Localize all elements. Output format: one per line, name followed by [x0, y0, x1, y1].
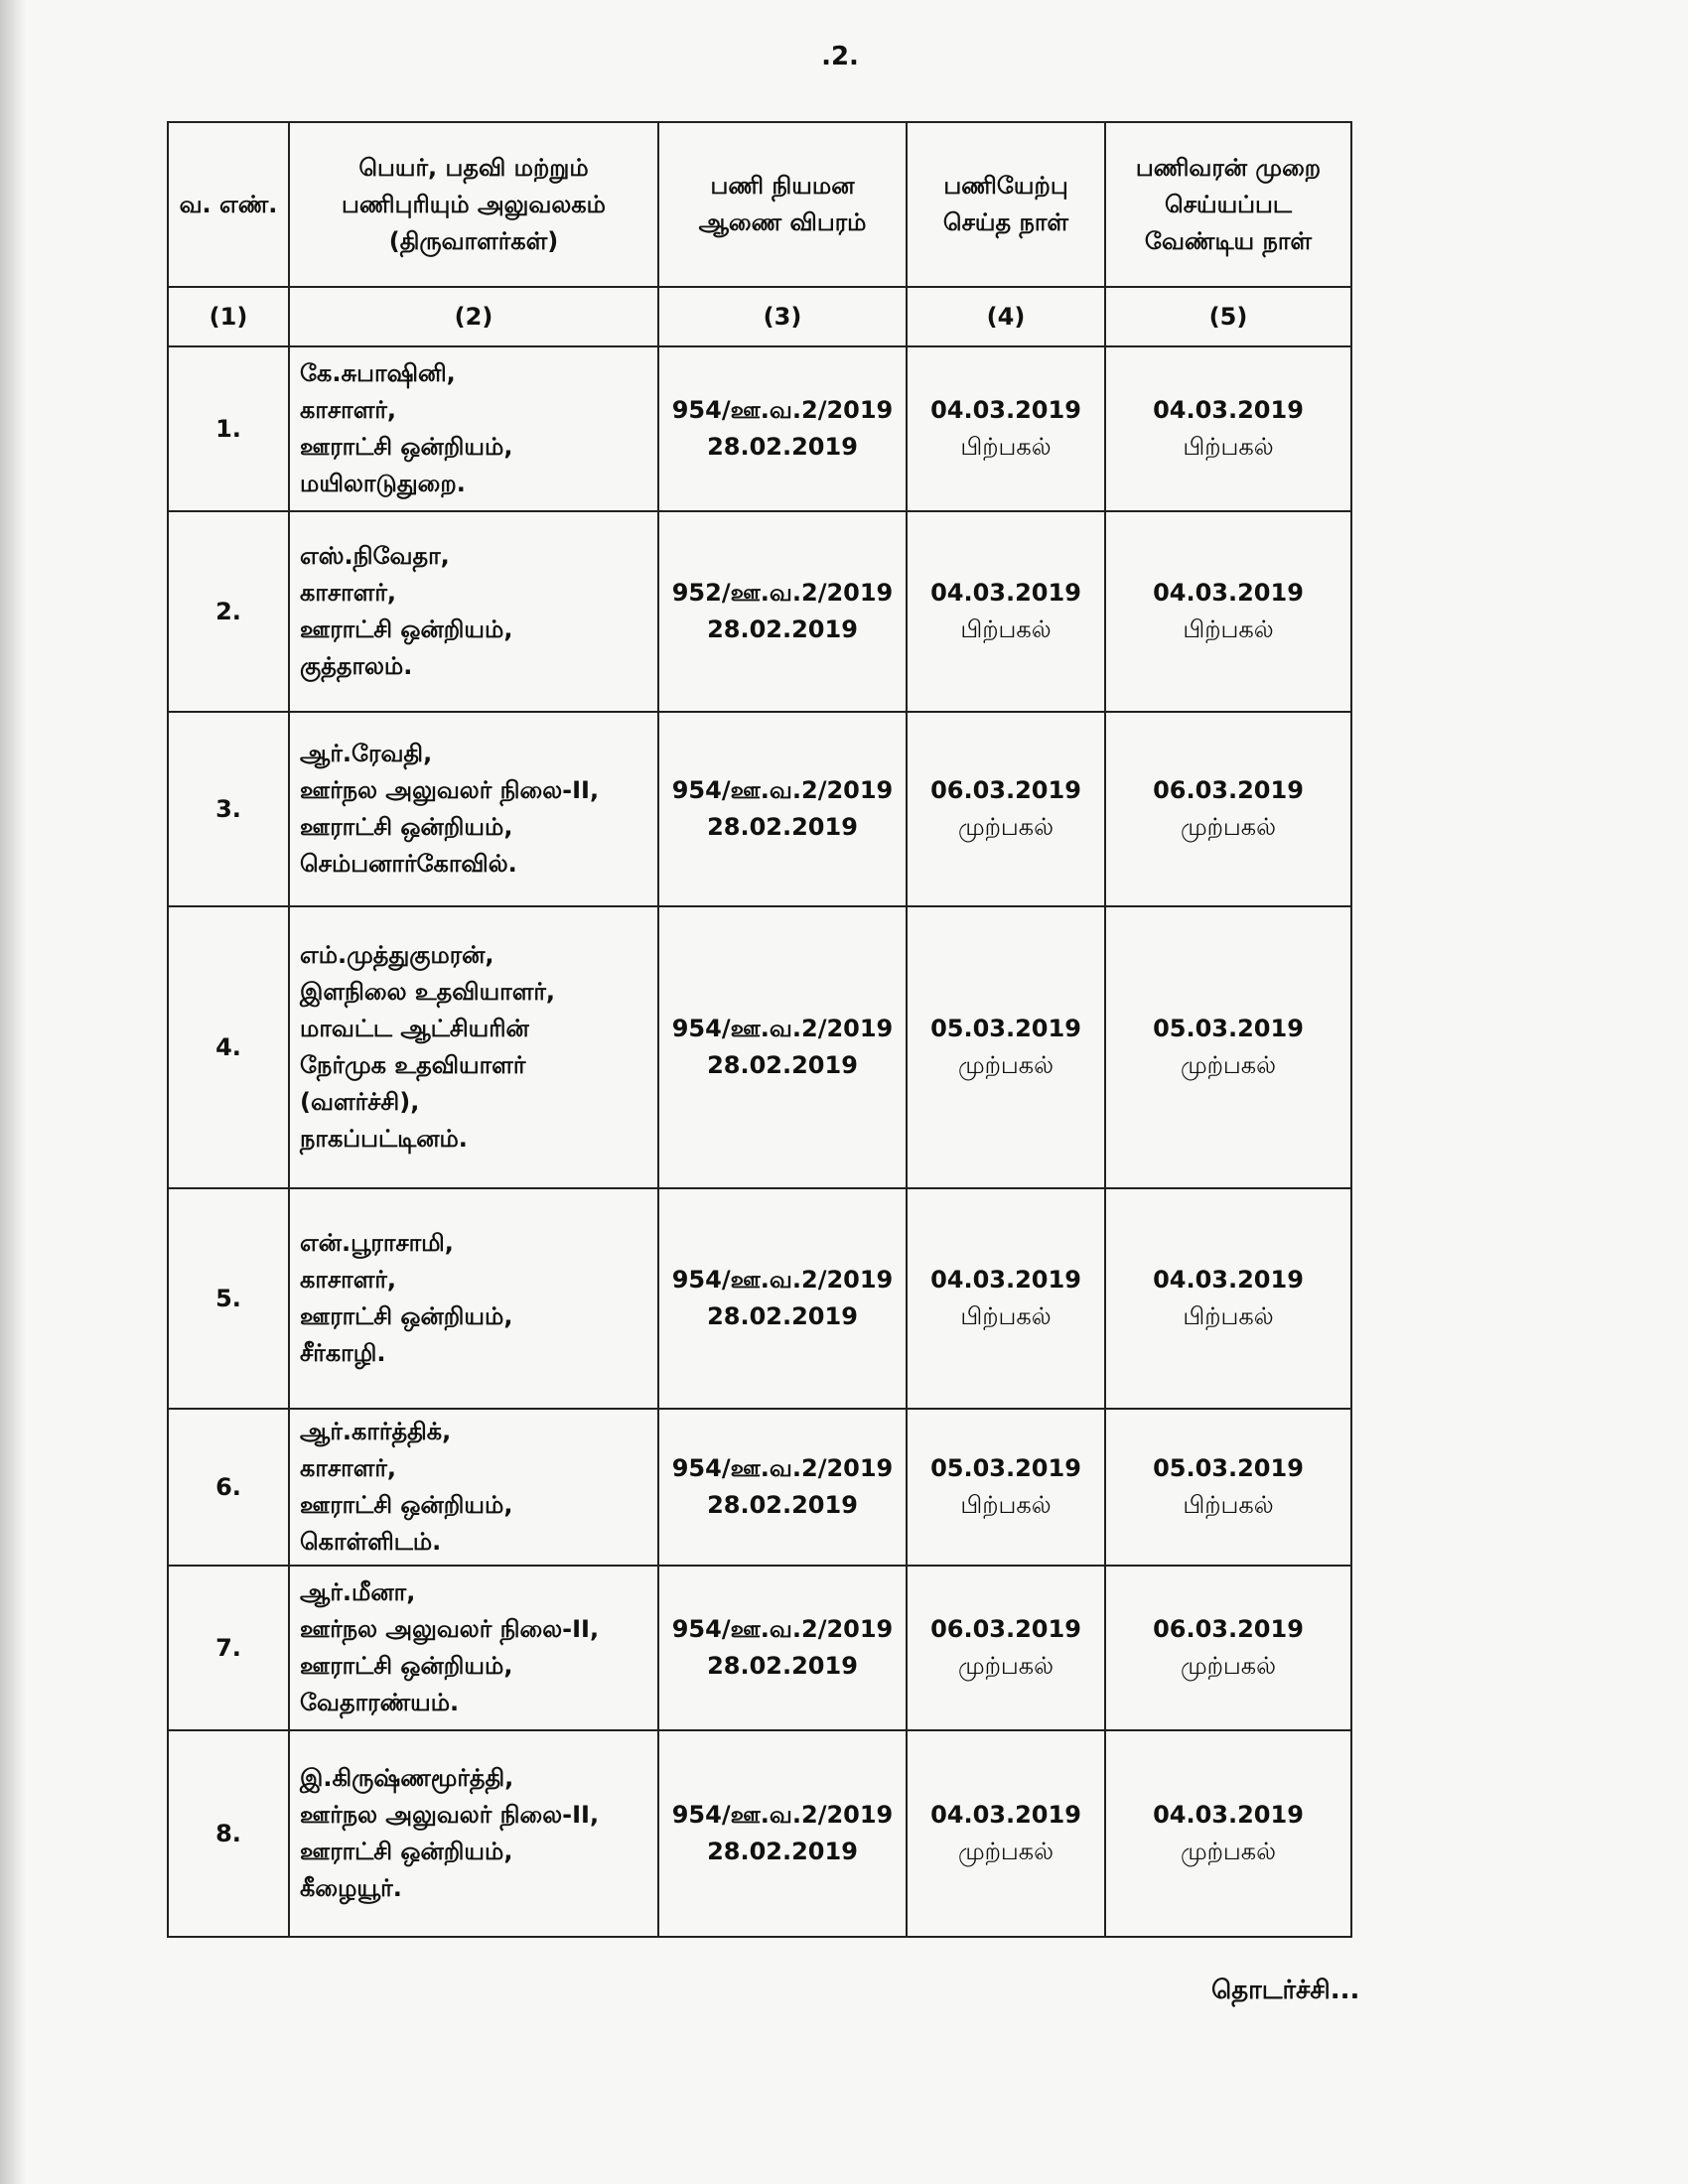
column-number: (3) — [658, 287, 907, 346]
appointment-order — [658, 712, 907, 906]
employee-detail-line: ஆர்.கார்த்திக், — [300, 1418, 452, 1445]
regularize-session: பிற்பகல் — [1183, 433, 1274, 461]
employee-detail-line: காசாளர், — [300, 579, 397, 607]
order-date: 28.02.2019 — [707, 1838, 858, 1865]
order-date: 28.02.2019 — [707, 1652, 858, 1680]
employee-detail-line: நேர்முக உதவியாளர் — [300, 1051, 526, 1079]
employee-detail-line: ஊர்நல அலுவலர் நிலை-II, — [300, 1615, 600, 1643]
regularize-session: பிற்பகல் — [1183, 1302, 1274, 1330]
employee-detail-line: ஆர்.மீனா, — [300, 1578, 416, 1606]
employee-detail-line: எஸ்.நிவேதா, — [300, 542, 450, 570]
regularize-date: 06.03.2019 — [1153, 776, 1304, 804]
employee-detail-line: நாகப்பட்டினம். — [300, 1125, 468, 1153]
joining-date — [907, 1188, 1105, 1409]
regularize-date: 04.03.2019 — [1153, 579, 1304, 607]
employee-detail-line: காசாளர், — [300, 396, 397, 424]
table-row — [168, 1188, 1351, 1409]
continued-label: தொடர்ச்சி... — [1211, 1976, 1360, 2005]
joined-session: பிற்பகல் — [960, 433, 1052, 461]
joined-date: 05.03.2019 — [930, 1454, 1081, 1482]
page-number: .2. — [821, 42, 859, 71]
joined-date: 06.03.2019 — [930, 776, 1081, 804]
appointment-order — [658, 1730, 907, 1937]
joined-session: பிற்பகல் — [960, 1302, 1052, 1330]
joining-date — [907, 1566, 1105, 1730]
order-date: 28.02.2019 — [707, 1491, 858, 1519]
regularization-date — [1105, 712, 1351, 906]
table-row — [168, 346, 1351, 511]
regularize-session: முற்பகல் — [1180, 1652, 1277, 1680]
order-date: 28.02.2019 — [707, 615, 858, 643]
employee-detail-line: மயிலாடுதுறை. — [300, 470, 466, 497]
column-number-row — [168, 287, 1351, 346]
employee-detail-line: காசாளர், — [300, 1266, 397, 1294]
serial-number: 8. — [168, 1730, 289, 1937]
regularize-session: பிற்பகல் — [1183, 1491, 1274, 1519]
employee-detail-line: செம்பனார்கோவில். — [300, 850, 517, 878]
employee-detail-line: ஊராட்சி ஒன்றியம், — [300, 1838, 513, 1865]
appointment-order — [658, 906, 907, 1188]
serial-number: 6. — [168, 1409, 289, 1566]
column-number: (4) — [907, 287, 1105, 346]
order-number: 954/ஊ.வ.2/2019 — [671, 1454, 894, 1482]
employee-detail-line: வேதாரண்யம். — [300, 1689, 460, 1716]
regularize-date: 04.03.2019 — [1153, 1801, 1304, 1829]
appointment-order — [658, 1566, 907, 1730]
employee-details — [289, 1730, 658, 1937]
employee-detail-line: ஊர்நல அலுவலர் நிலை-II, — [300, 1801, 600, 1829]
scanned-page-edge — [0, 0, 26, 2184]
employee-details — [289, 1409, 658, 1566]
employee-detail-line: எம்.முத்துகுமரன், — [300, 941, 494, 969]
joining-date — [907, 511, 1105, 712]
joined-session: பிற்பகல் — [960, 1491, 1052, 1519]
table-header-row — [168, 122, 1351, 287]
table-row — [168, 511, 1351, 712]
serial-number: 2. — [168, 511, 289, 712]
regularization-date — [1105, 511, 1351, 712]
order-date: 28.02.2019 — [707, 1051, 858, 1079]
employee-detail-line: என்.பூராசாமி, — [300, 1229, 454, 1257]
table-row — [168, 1409, 1351, 1566]
employee-detail-line: காசாளர், — [300, 1454, 397, 1482]
employee-details — [289, 1188, 658, 1409]
employee-detail-line: ஊர்நல அலுவலர் நிலை-II, — [300, 776, 600, 804]
employee-detail-line: ஊராட்சி ஒன்றியம், — [300, 813, 513, 841]
header-appointment-order: பணி நியமன ஆணை விபரம் — [658, 122, 907, 287]
joined-session: முற்பகல் — [957, 813, 1055, 841]
employee-details — [289, 346, 658, 511]
serial-number: 5. — [168, 1188, 289, 1409]
employee-details — [289, 511, 658, 712]
employee-detail-line: ஊராட்சி ஒன்றியம், — [300, 1302, 513, 1330]
employee-detail-line: இளநிலை உதவியாளர், — [300, 978, 556, 1006]
joined-date: 04.03.2019 — [930, 1266, 1081, 1294]
joining-date — [907, 1730, 1105, 1937]
regularize-date: 04.03.2019 — [1153, 1266, 1304, 1294]
regularization-date — [1105, 906, 1351, 1188]
order-number: 952/ஊ.வ.2/2019 — [671, 579, 894, 607]
header-regularization-date: பணிவரன் முறை செய்யப்பட வேண்டிய நாள் — [1105, 122, 1351, 287]
regularize-session: முற்பகல் — [1180, 813, 1277, 841]
regularize-date: 04.03.2019 — [1153, 396, 1304, 424]
table-row — [168, 712, 1351, 906]
order-number: 954/ஊ.வ.2/2019 — [671, 396, 894, 424]
joined-date: 04.03.2019 — [930, 1801, 1081, 1829]
employee-details — [289, 712, 658, 906]
joined-date: 05.03.2019 — [930, 1015, 1081, 1042]
order-date: 28.02.2019 — [707, 433, 858, 461]
joined-date: 04.03.2019 — [930, 579, 1081, 607]
employee-detail-line: ஊராட்சி ஒன்றியம், — [300, 1652, 513, 1680]
regularize-session: பிற்பகல் — [1183, 615, 1274, 643]
order-number: 954/ஊ.வ.2/2019 — [671, 1266, 894, 1294]
employee-detail-line: ஊராட்சி ஒன்றியம், — [300, 1491, 513, 1519]
employee-detail-line: குத்தாலம். — [300, 652, 413, 680]
table-row — [168, 906, 1351, 1188]
employee-detail-line: மாவட்ட ஆட்சியரின் — [300, 1015, 529, 1042]
employee-detail-line: கீழையூர். — [300, 1874, 402, 1902]
order-date: 28.02.2019 — [707, 1302, 858, 1330]
serial-number: 1. — [168, 346, 289, 511]
employee-details — [289, 906, 658, 1188]
joined-session: முற்பகல் — [957, 1838, 1055, 1865]
employee-details — [289, 1566, 658, 1730]
regularization-date — [1105, 1730, 1351, 1937]
employee-detail-line: (வளர்ச்சி), — [300, 1088, 420, 1116]
table-row — [168, 1730, 1351, 1937]
joined-session: பிற்பகல் — [960, 615, 1052, 643]
appointment-order — [658, 1409, 907, 1566]
appointment-order — [658, 346, 907, 511]
regularize-date: 05.03.2019 — [1153, 1015, 1304, 1042]
employee-detail-line: இ.கிருஷ்ணமூர்த்தி, — [300, 1764, 514, 1792]
order-number: 954/ஊ.வ.2/2019 — [671, 1015, 894, 1042]
order-number: 954/ஊ.வ.2/2019 — [671, 776, 894, 804]
joined-session: முற்பகல் — [957, 1652, 1055, 1680]
serial-number: 7. — [168, 1566, 289, 1730]
employee-detail-line: ஆர்.ரேவதி, — [300, 740, 433, 767]
table-row — [168, 1566, 1351, 1730]
regularization-date — [1105, 1188, 1351, 1409]
joining-date — [907, 906, 1105, 1188]
joining-date — [907, 712, 1105, 906]
serial-number: 4. — [168, 906, 289, 1188]
joining-date — [907, 346, 1105, 511]
regularization-table — [167, 121, 1352, 1938]
appointment-order — [658, 511, 907, 712]
joined-date: 06.03.2019 — [930, 1615, 1081, 1643]
header-name-designation-office: பெயர், பதவி மற்றும் பணிபுரியும் அலுவலகம் (திருவாளர்கள்) — [289, 122, 658, 287]
joining-date — [907, 1409, 1105, 1566]
header-sno: வ. எண். — [168, 122, 289, 287]
regularize-date: 06.03.2019 — [1153, 1615, 1304, 1643]
column-number: (5) — [1105, 287, 1351, 346]
order-date: 28.02.2019 — [707, 813, 858, 841]
regularization-date — [1105, 1566, 1351, 1730]
employee-detail-line: ஊராட்சி ஒன்றியம், — [300, 615, 513, 643]
regularize-session: முற்பகல் — [1180, 1838, 1277, 1865]
header-joining-date: பணியேற்பு செய்த நாள் — [907, 122, 1105, 287]
joined-date: 04.03.2019 — [930, 396, 1081, 424]
employee-detail-line: ஊராட்சி ஒன்றியம், — [300, 433, 513, 461]
joined-session: முற்பகல் — [957, 1051, 1055, 1079]
column-number: (2) — [289, 287, 658, 346]
regularization-date — [1105, 346, 1351, 511]
regularize-session: முற்பகல் — [1180, 1051, 1277, 1079]
employee-detail-line: சீர்காழி. — [300, 1339, 386, 1367]
appointment-order — [658, 1188, 907, 1409]
regularization-date — [1105, 1409, 1351, 1566]
regularize-date: 05.03.2019 — [1153, 1454, 1304, 1482]
order-number: 954/ஊ.வ.2/2019 — [671, 1615, 894, 1643]
employee-detail-line: கொள்ளிடம். — [300, 1528, 442, 1556]
employee-detail-line: கே.சுபாஷினி, — [300, 359, 456, 387]
order-number: 954/ஊ.வ.2/2019 — [671, 1801, 894, 1829]
serial-number: 3. — [168, 712, 289, 906]
column-number: (1) — [168, 287, 289, 346]
